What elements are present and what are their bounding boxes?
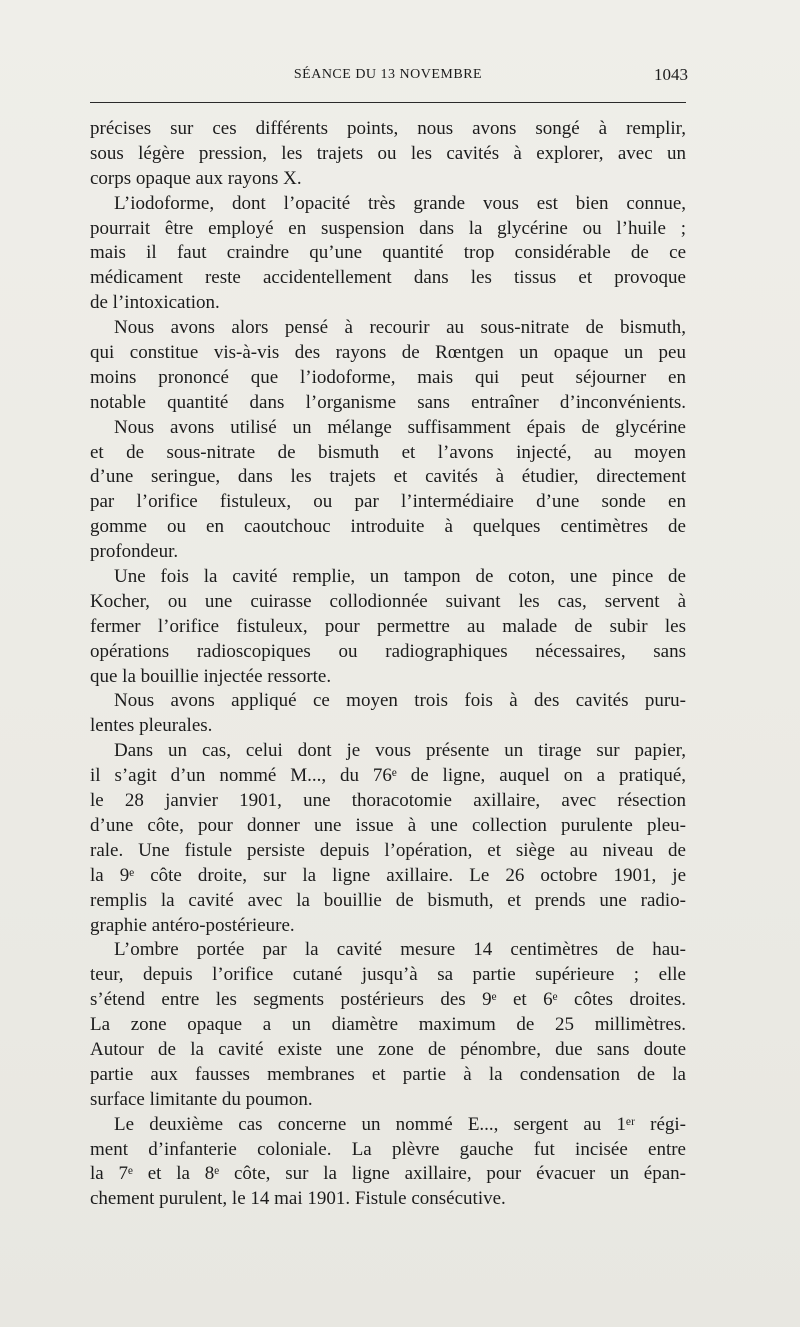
text-line: ment d’infanterie coloniale. La plèvre gauche fut incisée entre: [90, 1138, 686, 1160]
text-line: lentes pleurales.: [90, 715, 213, 737]
text-line: La zone opaque a un diamètre maximum de 25 millimètres.: [90, 1014, 686, 1036]
page-number: 1043: [654, 65, 688, 84]
text-line: Dans un cas, celui dont je vous présente un tirage sur papier,: [114, 740, 686, 762]
text-line: remplis la cavité avec la bouillie de bismuth, et prends une radio-: [90, 889, 686, 911]
body-text: [90, 117, 686, 1212]
text-line: s’étend entre les segments postérieurs des 9ᵉ et 6ᵉ côtes droites.: [90, 989, 686, 1011]
text-line: Nous avons appliqué ce moyen trois fois à des cavités puru-: [114, 690, 686, 712]
text-line: Autour de la cavité existe une zone de pénombre, due sans doute: [90, 1038, 686, 1060]
text-line: par l’orifice fistuleux, ou par l’intermédiaire d’une sonde en: [90, 491, 686, 513]
text-line: le 28 janvier 1901, une thoracotomie axillaire, avec résection: [90, 790, 686, 812]
text-line: sous légère pression, les trajets ou les cavités à explorer, avec un: [90, 142, 686, 164]
text-line: d’une côte, pour donner une issue à une collection purulente pleu-: [90, 814, 686, 836]
text-line: moins prononcé que l’iodoforme, mais qui peut séjourner en: [90, 366, 686, 388]
text-line: Nous avons alors pensé à recourir au sous-nitrate de bismuth,: [114, 317, 686, 339]
text-line: médicament reste accidentellement dans les tissus et provoque: [90, 267, 686, 289]
text-line: il s’agit d’un nommé M..., du 76ᵉ de ligne, auquel on a pratiqué,: [90, 765, 686, 787]
text-line: chement purulent, le 14 mai 1901. Fistule consécutive.: [90, 1188, 506, 1210]
text-line: la 9ᵉ côte droite, sur la ligne axillaire. Le 26 octobre 1901, je: [90, 864, 686, 886]
text-line: profondeur.: [90, 541, 179, 563]
header-rule: [90, 102, 686, 103]
text-line: Nous avons utilisé un mélange suffisamment épais de glycérine: [114, 416, 686, 438]
text-line: Kocher, ou une cuirasse collodionnée suivant les cas, servent à: [90, 590, 686, 612]
text-line: teur, depuis l’orifice cutané jusqu’à sa partie supérieure ; elle: [90, 964, 686, 986]
text-line: la 7ᵉ et la 8ᵉ côte, sur la ligne axillaire, pour évacuer un épan-: [90, 1163, 686, 1185]
text-line: opérations radioscopiques ou radiographiques nécessaires, sans: [90, 640, 686, 662]
text-line: notable quantité dans l’organisme sans entraîner d’inconvénients.: [90, 391, 686, 413]
text-line: L’ombre portée par la cavité mesure 14 centimètres de hau-: [114, 939, 686, 961]
text-line: de l’intoxication.: [90, 292, 220, 314]
text-line: partie aux fausses membranes et partie à la condensation de la: [90, 1063, 686, 1085]
text-line: précises sur ces différents points, nous avons songé à remplir,: [90, 118, 686, 139]
text-line: pourrait être employé en suspension dans la glycérine ou l’huile ;: [90, 217, 686, 239]
page-header: [90, 64, 686, 88]
text-line: surface limitante du poumon.: [90, 1088, 313, 1110]
text-line: Une fois la cavité remplie, un tampon de coton, une pince de: [114, 566, 686, 588]
text-line: d’une seringue, dans les trajets et cavités à étudier, directement: [90, 466, 686, 488]
text-line: graphie antéro-postérieure.: [90, 914, 295, 936]
text-line: qui constitue vis-à-vis des rayons de Rœntgen un opaque un peu: [90, 342, 686, 364]
text-line: Le deuxième cas concerne un nommé E..., sergent au 1ᵉʳ régi-: [114, 1113, 686, 1135]
text-line: rale. Une fistule persiste depuis l’opération, et siège au niveau de: [90, 839, 686, 861]
text-line: mais il faut craindre qu’une quantité trop considérable de ce: [90, 242, 686, 264]
text-line: fermer l’orifice fistuleux, pour permettre au malade de subir les: [90, 615, 686, 637]
text-line: corps opaque aux rayons X.: [90, 167, 302, 189]
text-line: que la bouillie injectée ressorte.: [90, 665, 332, 687]
text-line: gomme ou en caoutchouc introduite à quelques centimètres de: [90, 516, 686, 538]
text-line: L’iodoforme, dont l’opacité très grande vous est bien connue,: [114, 192, 686, 214]
text-line: et de sous-nitrate de bismuth et l’avons injecté, au moyen: [90, 441, 686, 463]
running-title: SÉANCE DU 13 NOVEMBRE: [293, 67, 483, 82]
